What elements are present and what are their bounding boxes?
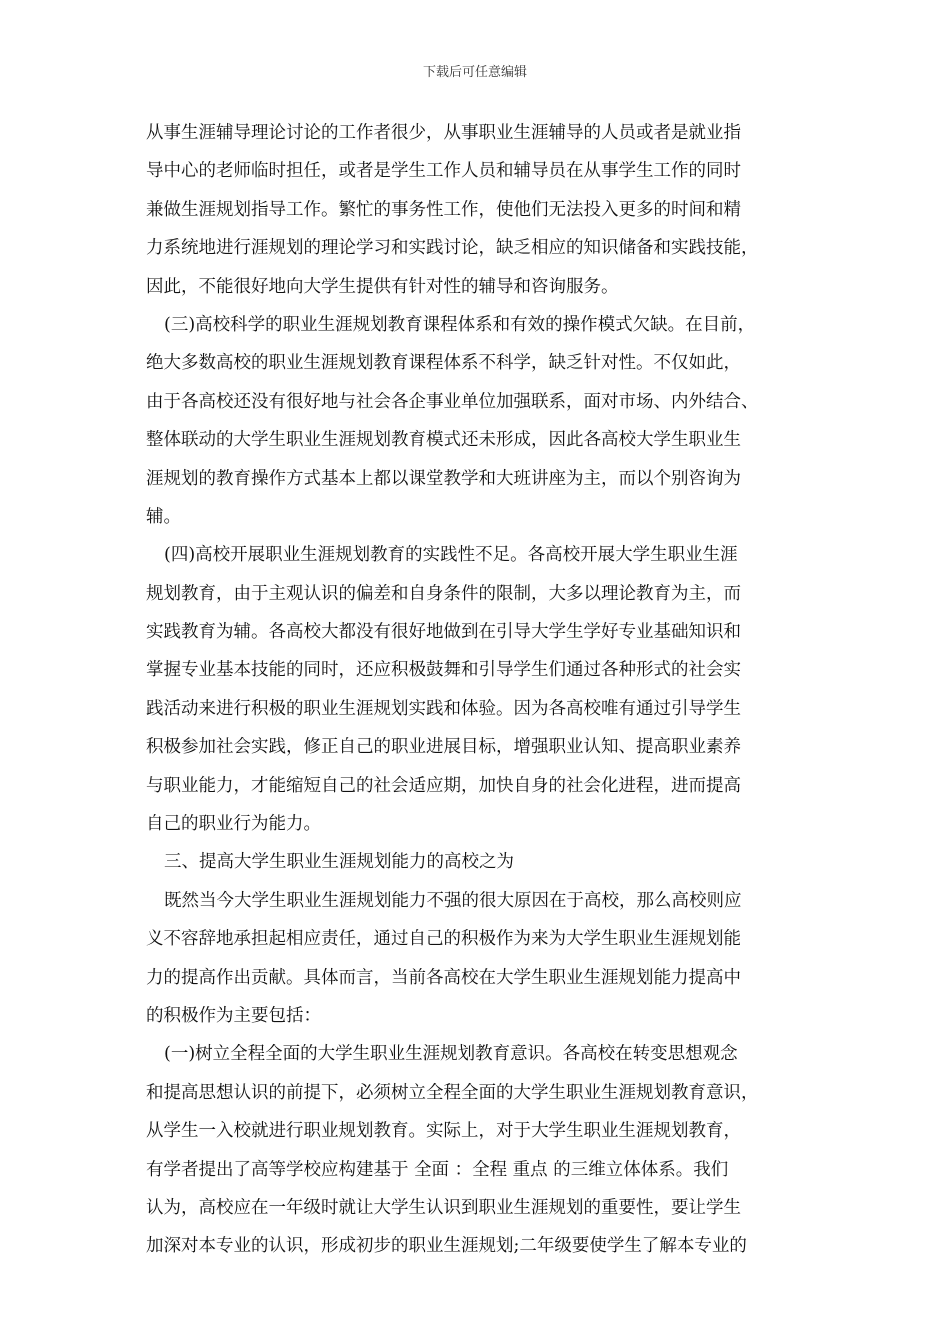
- text-line: (一)树立全程全面的大学生职业生涯规划教育意识。各高校在转变思想观念: [164, 1044, 738, 1065]
- text-line: 整体联动的大学生职业生涯规划教育模式还未形成，因此各高校大学生职业生: [146, 430, 741, 451]
- text-line: 的积极作为主要包括：: [146, 1005, 321, 1026]
- text-line: 从事生涯辅导理论讨论的工作者很少，从事职业生涯辅导的人员或者是就业指: [146, 123, 741, 143]
- text-line: 积极参加社会实践，修正自己的职业进展目标，增强职业认知、提高职业素养: [146, 737, 741, 758]
- text-line: 掌握专业基本技能的同时，还应积极鼓舞和引导学生们通过各种形式的社会实: [146, 660, 741, 681]
- text-line: 既然当今大学生职业生涯规划能力不强的很大原因在于高校，那么高校则应: [164, 890, 742, 911]
- text-line: 规划教育，由于主观认识的偏差和自身条件的限制，大多以理论教育为主，而: [146, 583, 741, 604]
- text-line: 由于各高校还没有很好地与社会各企事业单位加强联系，面对市场、内外结合、: [146, 391, 759, 412]
- document-body: [146, 114, 814, 1266]
- text-line: 自己的职业行为能力。: [146, 814, 321, 835]
- text-line: 有学者提出了高等学校应构建基于 全面 ：全程 重点 的三维立体体系。我们: [146, 1159, 729, 1180]
- text-line: 导中心的老师临时担任，或者是学生工作人员和辅导员在从事学生工作的同时: [146, 161, 741, 182]
- text-line: 与职业能力，才能缩短自己的社会适应期，加快自身的社会化进程，进而提高: [146, 775, 741, 796]
- text-line: 义不容辞地承担起相应责任，通过自己的积极作为来为大学生职业生涯规划能: [146, 929, 741, 950]
- text-line: 加深对本专业的认识，形成初步的职业生涯规划;二年级要使学生了解本专业的: [146, 1236, 747, 1257]
- text-line: 绝大多数高校的职业生涯规划教育课程体系不科学，缺乏针对性。不仅如此，: [146, 353, 741, 374]
- text-line: 实践教育为辅。各高校大都没有很好地做到在引导大学生学好专业基础知识和: [146, 622, 741, 643]
- text-line: 因此，不能很好地向大学生提供有针对性的辅导和咨询服务。: [146, 276, 619, 297]
- text-line: 认为，高校应在一年级时就让大学生认识到职业生涯规划的重要性，要让学生: [146, 1197, 741, 1218]
- text-line: (四)高校开展职业生涯规划教育的实践性不足。各高校开展大学生职业生涯: [164, 545, 738, 566]
- text-line: 涯规划的教育操作方式基本上都以课堂教学和大班讲座为主，而以个别咨询为: [146, 468, 741, 489]
- page-header: 下载后可任意编辑: [422, 65, 527, 80]
- text-line: 力的提高作出贡献。具体而言，当前各高校在大学生职业生涯规划能力提高中: [146, 967, 741, 988]
- text-line: 三、提高大学生职业生涯规划能力的高校之为: [164, 852, 514, 873]
- text-line: 和提高思想认识的前提下，必须树立全程全面的大学生职业生涯规划教育意识，: [146, 1082, 759, 1103]
- text-line: 从学生一入校就进行职业规划教育。实际上，对于大学生职业生涯规划教育，: [146, 1121, 741, 1142]
- text-line: 辅。: [146, 506, 181, 527]
- text-line: 兼做生涯规划指导工作。繁忙的事务性工作，使他们无法投入更多的时间和精: [146, 199, 741, 220]
- text-line: 践活动来进行积极的职业生涯规划实践和体验。因为各高校唯有通过引导学生: [146, 698, 741, 719]
- text-line: 力系统地进行涯规划的理论学习和实践讨论，缺乏相应的知识储备和实践技能，: [146, 238, 759, 259]
- text-line: (三)高校科学的职业生涯规划教育课程体系和有效的操作模式欠缺。在目前，: [164, 314, 756, 335]
